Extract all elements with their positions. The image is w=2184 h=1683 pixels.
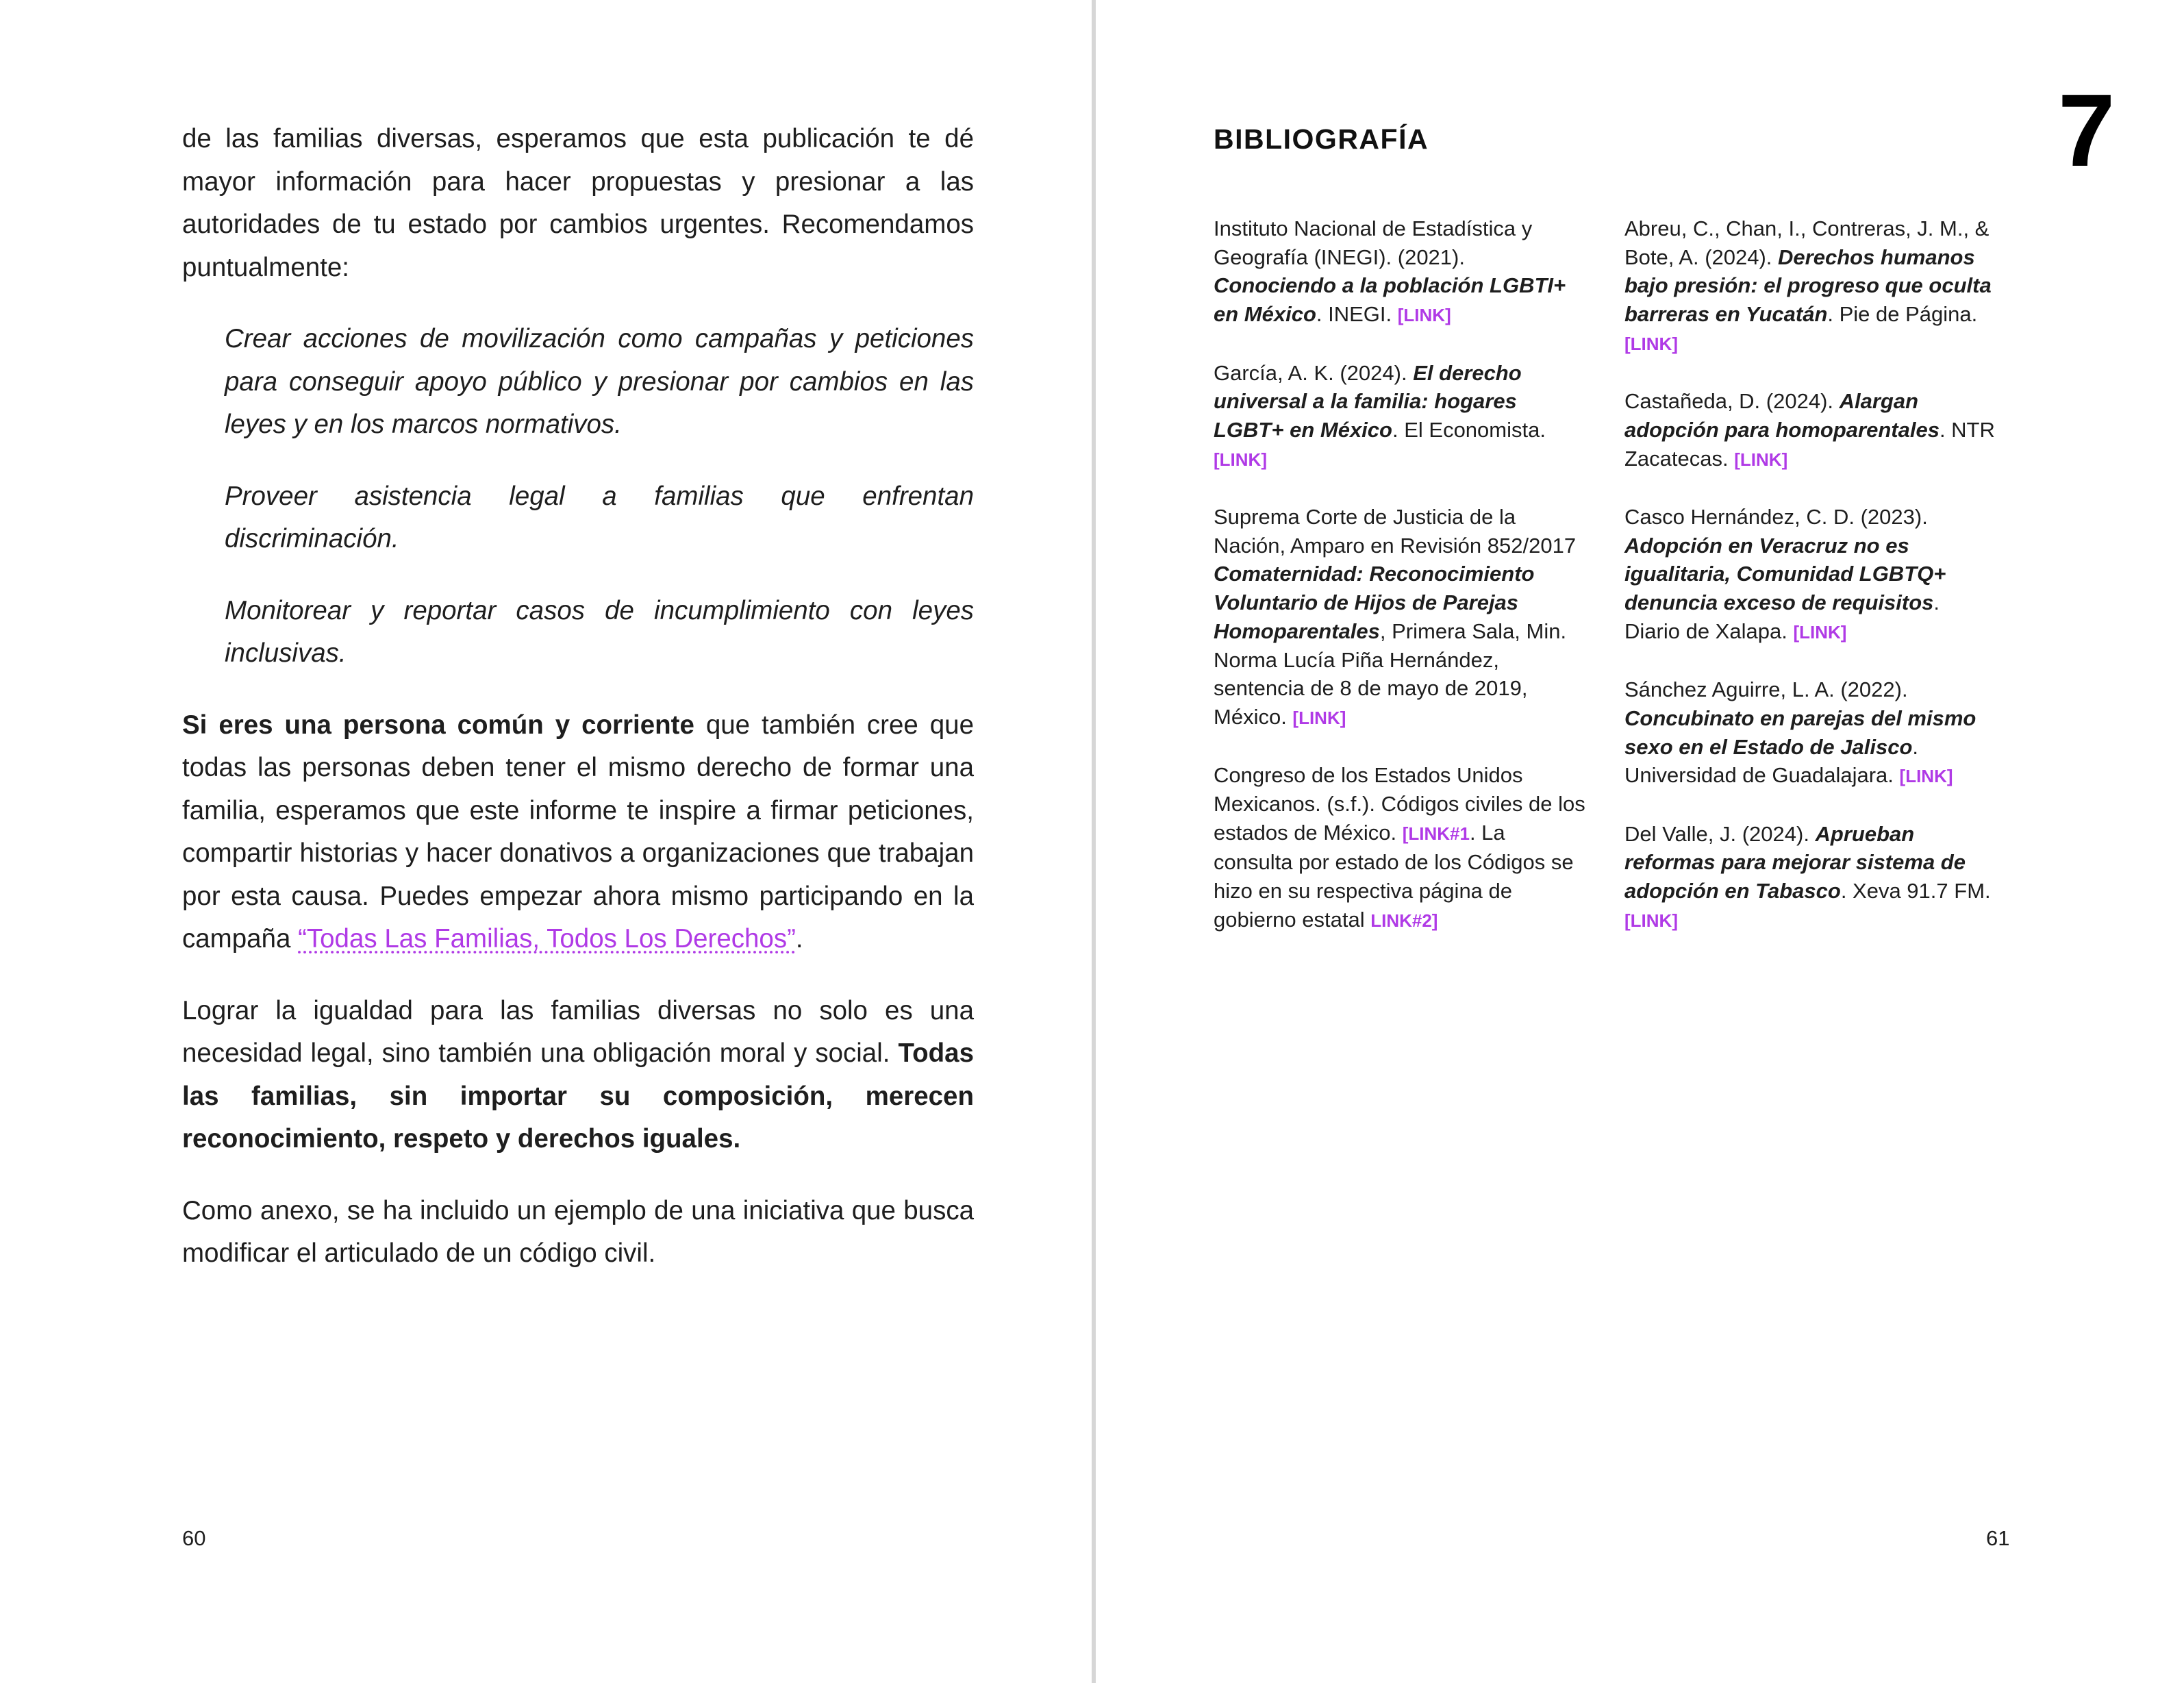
entry-title: Alargan adopción para homoparentales [1624,389,1940,442]
entry-source: , Primera Sala, Min. Norma Lucía Piña Hernández, sentencia de 8 de mayo de 2019, México. [1214,619,1567,729]
bibliography-column-1 [1214,214,1587,964]
entry-author: Del Valle, J. (2024). [1624,821,1816,846]
entry-link[interactable]: [LINK] [1397,305,1451,326]
entry-author: Sánchez Aguirre, L. A. (2022). [1624,677,1908,702]
entry-link-1[interactable]: [LINK#1 [1402,823,1470,844]
right-page [1096,0,2184,1683]
entry-source: . Xeva 91.7 FM. [1840,879,1991,903]
entry-source: . INEGI. [1316,302,1398,327]
entry-title: Derechos humanos bajo presión: el progreso que oculta barreras en Yucatán [1624,245,1992,327]
entry-link[interactable]: [LINK] [1292,707,1346,728]
entry-link[interactable]: [LINK] [1734,449,1788,470]
bibliography-entry [1214,761,1587,935]
bibliography-entry [1214,214,1587,330]
entry-title: Conociendo a la población LGBTI+ en México [1214,273,1566,327]
entry-author: Congreso de los Estados Unidos Mexicanos. (s.f.). Códigos civiles de los estados de México. [1214,763,1585,845]
entry-author: Instituto Nacional de Estadística y Geografía (INEGI). (2021). [1214,216,1533,269]
left-page-body [182,118,974,1304]
entry-link[interactable]: [LINK] [1624,333,1678,354]
entry-title: Comaternidad: Reconocimiento Voluntario de Hijos de Parejas Homoparentales [1214,562,1535,643]
chapter-number: 7 [2058,73,2116,188]
common-person-paragraph [182,704,974,961]
recommendation-item: Proveer asistencia legal a familias que enfrentan discriminación. [225,481,974,553]
common-person-end: . [795,924,803,953]
bibliography-entry [1214,359,1587,475]
entry-link[interactable]: [LINK] [1214,449,1267,470]
entry-source: . Pie de Página. [1827,302,1978,327]
entry-author: Casco Hernández, C. D. (2023). [1624,505,1928,529]
annex-paragraph: Como anexo, se ha incluido un ejemplo de una iniciativa que busca modificar el articulado de un código civil. [182,1195,974,1268]
entry-source: . Diario de Xalapa. [1624,590,1940,643]
bibliography-column-2 [1624,214,1998,964]
entry-source: . El Economista. [1392,417,1546,442]
recommendation-item: Monitorear y reportar casos de incumplimiento con leyes inclusivas. [225,595,974,668]
entry-title: Aprueban reformas para mejorar sistema de adopción en Tabasco [1624,821,1966,903]
bibliography-entry [1624,503,1998,647]
entry-title: El derecho universal a la familia: hogares LGBT+ en México [1214,360,1522,442]
recommendation-item: Crear acciones de movilización como campañas y peticiones para conseguir apoyo público y presionar por cambios en las leyes y en los marcos normativos. [225,324,974,439]
bibliography-entry [1624,214,1998,359]
entry-author: Abreu, C., Chan, I., Contreras, J. M., & Bote, A. (2024). [1624,216,1990,269]
entry-author: García, A. K. (2024). [1214,360,1414,385]
entry-author: Suprema Corte de Justicia de la Nación, Amparo en Revisión 852/2017 [1214,505,1577,558]
entry-source: . NTR Zacatecas. [1624,417,1995,471]
entry-link[interactable]: [LINK] [1899,766,1953,787]
equality-bold: Todas las familias, sin importar su composición, merecen reconocimiento, respeto y derechos iguales. [182,1038,974,1154]
page-number-left: 60 [182,1526,206,1550]
bibliography-entry [1624,820,1998,936]
entry-source: . Universidad de Guadalajara. [1624,734,1919,788]
entry-link-2[interactable]: LINK#2] [1370,910,1438,931]
bibliography-entry [1214,503,1587,733]
entry-note: . La consulta por estado de los Códigos se hizo en su respectiva página de gobierno estatal [1214,820,1574,932]
entry-author: Castañeda, D. (2024). [1624,389,1840,414]
equality-text: Lograr la igualdad para las familias diversas no solo es una necesidad legal, sino también una obligación moral y social. [182,995,974,1068]
entry-title: Concubinato en parejas del mismo sexo en el Estado de Jalisco [1624,706,1976,759]
section-title: BIBLIOGRAFÍA [1214,123,1429,155]
campaign-link[interactable]: “Todas Las Familias, Todos Los Derechos” [298,924,796,953]
bibliography-entry [1624,675,1998,791]
bibliography-entry [1624,387,1998,474]
entry-link[interactable]: [LINK] [1624,910,1678,931]
entry-title: Adopción en Veracruz no es igualitaria, Comunidad LGBTQ+ denuncia exceso de requisitos [1624,533,1946,615]
equality-paragraph [182,990,974,1161]
page-number-right: 61 [1986,1526,2010,1550]
entry-link[interactable]: [LINK] [1793,621,1847,643]
common-person-bold: Si eres una persona común y corriente [182,710,694,740]
intro-paragraph: de las familias diversas, esperamos que esta publicación te dé mayor información para hacer propuestas y presionar a las autoridades de tu estado por cambios urgentes. Recomendamos puntualmente: [182,124,974,282]
common-person-text: que también cree que todas las personas deben tener el mismo derecho de formar una familia, esperamos que este informe te inspire a firmar peticiones, compartir historias y hacer donativos a organizaciones que trabajan por esta causa. Puedes empezar ahora mismo participando en la campaña [182,710,975,953]
